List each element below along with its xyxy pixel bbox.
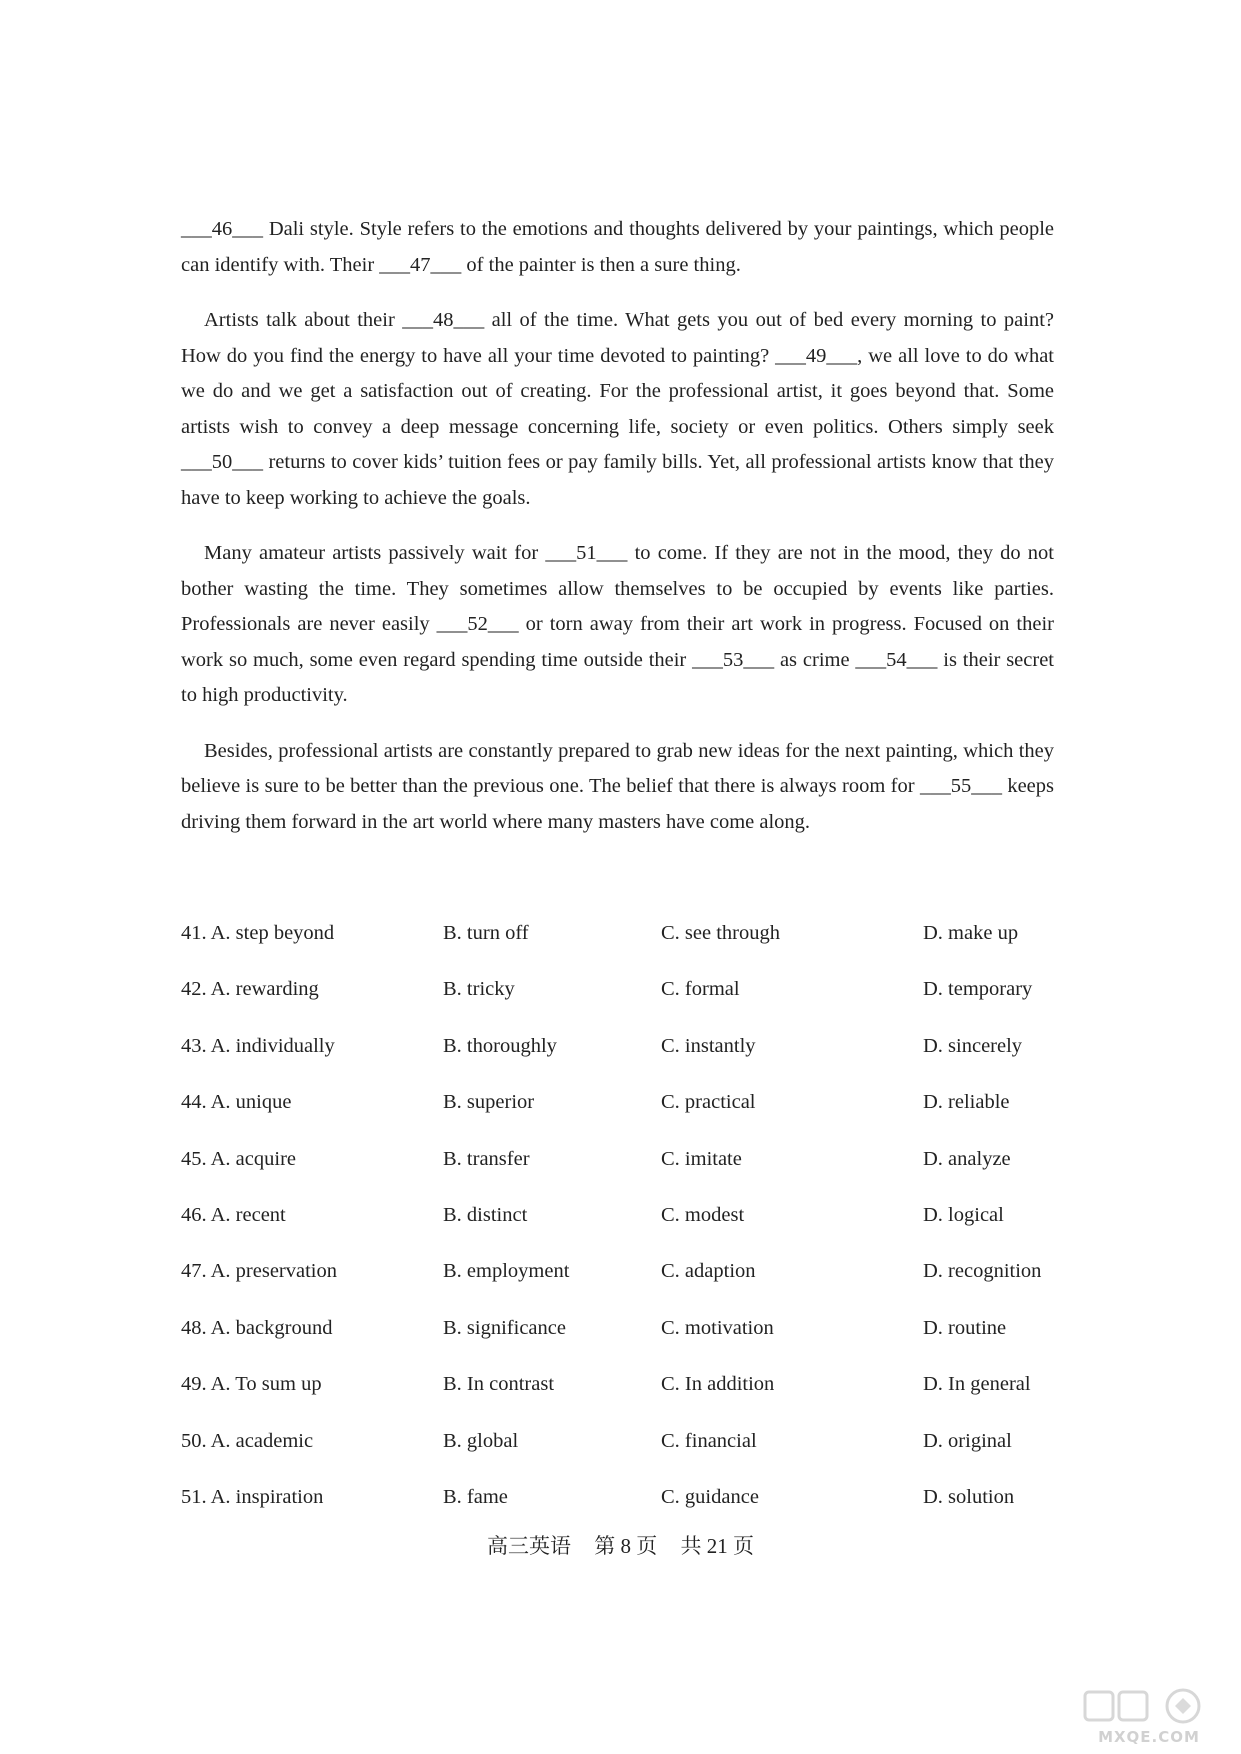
option-b: B. global <box>443 1429 519 1452</box>
option-row-47 <box>181 1260 1061 1316</box>
option-b: B. tricky <box>443 978 515 1001</box>
option-row-44 <box>181 1091 1061 1147</box>
option-b: B. thoroughly <box>443 1034 557 1057</box>
option-row-41 <box>181 922 1061 978</box>
option-d: D. routine <box>923 1316 1007 1339</box>
option-c: C. practical <box>661 1091 756 1114</box>
option-c: C. motivation <box>661 1316 774 1339</box>
option-d: D. solution <box>923 1485 1015 1508</box>
option-b: B. superior <box>443 1091 535 1114</box>
option-a: 44. A. unique <box>181 1091 292 1114</box>
option-d: D. logical <box>923 1203 1004 1226</box>
option-a: 45. A. acquire <box>181 1147 296 1170</box>
option-d: D. make up <box>923 922 1019 944</box>
site-watermark <box>1079 1686 1219 1746</box>
option-a: 48. A. background <box>181 1316 333 1339</box>
option-c: C. guidance <box>661 1485 759 1508</box>
option-a: 50. A. academic <box>181 1429 314 1452</box>
option-d: D. temporary <box>923 978 1033 1001</box>
option-a: 51. A. inspiration <box>181 1485 324 1508</box>
watermark-logo-icon <box>1079 1686 1219 1726</box>
option-row-49 <box>181 1373 1061 1429</box>
passage-paragraph-3: Many amateur artists passively wait for ___51___ to come. If they are not in the mood, they do not bother wasting the time. They sometimes allow themselves to be occupied by events like parties. Professionals are never easily ___52___ or torn away from their art work in progress. Focused on their work so much, some even regard spending time outside their ___53___ as crime ___54___ is their secret to high productivity. <box>181 542 1054 706</box>
option-d: D. In general <box>923 1373 1031 1396</box>
option-d: D. recognition <box>923 1260 1042 1283</box>
watermark-url: MXQE.COM <box>1098 1728 1200 1746</box>
option-b: B. employment <box>443 1260 570 1283</box>
option-c: C. financial <box>661 1429 757 1452</box>
option-c: C. formal <box>661 978 740 1001</box>
passage-paragraph-2: Artists talk about their ___48___ all of the time. What gets you out of bed every morning to paint? How do you find the energy to have all your time devoted to painting? ___49___, we all love to do what we do and we get a satisfaction out of creating. For the professional artist, it goes beyond that. Some artists wish to convey a deep message concerning life, society or even politics. Others simply seek ___50___ returns to cover kids’ tuition fees or pay family bills. Yet, all professional artists know that they have to keep working to achieve the goals. <box>181 309 1054 509</box>
footer-subject: 高三英语 <box>487 1534 571 1558</box>
passage-paragraph-4: Besides, professional artists are constantly prepared to grab new ideas for the next painting, which they believe is sure to be better than the previous one. The belief that there is always room for ___55___ keeps driving them forward in the art world where many masters have come along. <box>181 739 1054 833</box>
option-a: 49. A. To sum up <box>181 1373 322 1396</box>
option-a: 42. A. rewarding <box>181 978 319 1001</box>
option-row-45 <box>181 1148 1061 1204</box>
option-a: 41. A. step beyond <box>181 922 335 944</box>
option-b: B. transfer <box>443 1147 530 1170</box>
options-list <box>181 922 1061 1542</box>
option-d: D. reliable <box>923 1091 1010 1114</box>
option-row-48 <box>181 1317 1061 1373</box>
option-c: C. In addition <box>661 1373 775 1396</box>
option-d: D. sincerely <box>923 1034 1023 1057</box>
option-c: C. modest <box>661 1203 745 1226</box>
option-c: C. adaption <box>661 1260 756 1283</box>
option-b: B. significance <box>443 1316 566 1339</box>
option-d: D. original <box>923 1429 1012 1452</box>
passage-paragraph-1: ___46___ Dali style. Style refers to the emotions and thoughts delivered by your paintings, which people can identify with. Their ___47___ of the painter is then a sure thing. <box>181 218 1054 276</box>
option-c: C. imitate <box>661 1147 742 1170</box>
option-a: 43. A. individually <box>181 1034 335 1057</box>
footer-total-pages: 共 21 页 <box>680 1534 754 1558</box>
option-b: B. In contrast <box>443 1373 555 1396</box>
page-footer <box>0 1530 1241 1560</box>
option-b: B. fame <box>443 1485 508 1508</box>
option-a: 46. A. recent <box>181 1203 286 1226</box>
passage <box>181 212 1054 860</box>
option-row-46 <box>181 1204 1061 1260</box>
option-row-42 <box>181 978 1061 1034</box>
option-row-43 <box>181 1035 1061 1091</box>
option-d: D. analyze <box>923 1147 1011 1170</box>
option-c: C. see through <box>661 922 780 944</box>
option-b: B. distinct <box>443 1203 528 1226</box>
option-a: 47. A. preservation <box>181 1260 337 1283</box>
footer-page-number: 第 8 页 <box>594 1534 658 1558</box>
option-c: C. instantly <box>661 1034 756 1057</box>
option-row-50 <box>181 1430 1061 1486</box>
option-b: B. turn off <box>443 922 529 944</box>
